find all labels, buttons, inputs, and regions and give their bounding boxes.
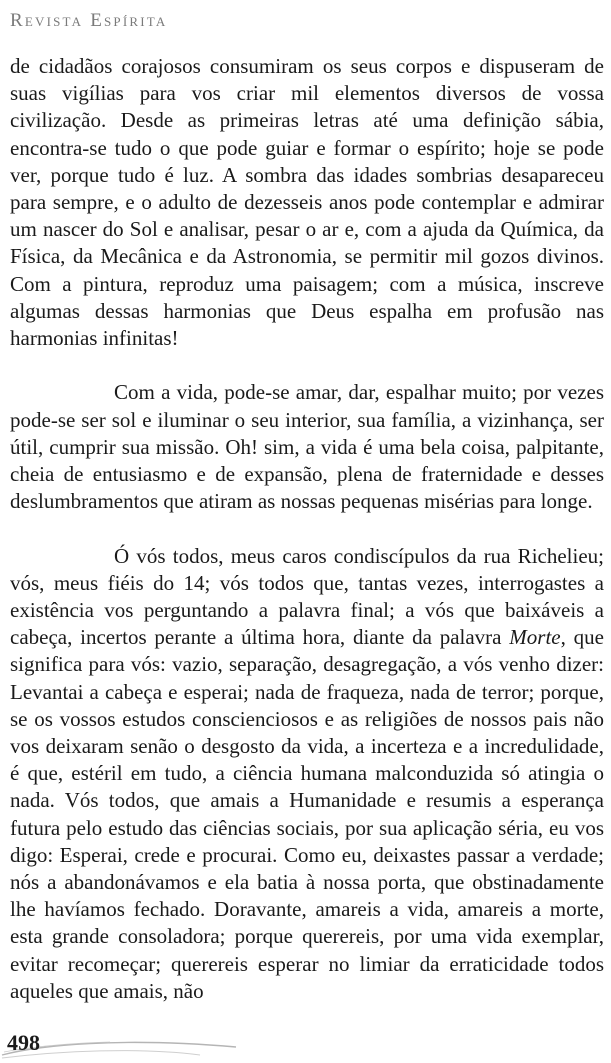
page-number: 498 <box>7 1030 40 1055</box>
paragraph-2-text: Com a vida, pode-se amar, dar, espalhar muito; por vezes pode-se ser sol e iluminar o seu interior, sua família, a vizinhança, ser útil, cumprir sua missão. Oh! sim, a vida é uma bela coisa, palpitante, cheia de entusiasmo e de expansão, plena de fraternidade e desses deslumbramentos que atiram as nossas pequenas misérias para longe. <box>10 380 604 514</box>
paragraph-1-text: de cidadãos corajosos consumiram os seus corpos e dispuseram de suas vigílias para vos criar mil elementos diversos de vossa civilização. Desde as primeiras letras até uma definição sábia, encontra-se tudo o que pode guiar e formar o espírito; hoje se pode ver, porque tudo é luz. A sombra das idades sombrias desapareceu para sempre, e o adulto de dezesseis anos pode contemplar e admirar um nascer do Sol e analisar, pesar o ar e, com a ajuda da Química, da Física, da Mecânica e da Astronomia, se permitir mil gozos divinos. Com a pintura, reproduz uma paisagem; com a música, inscreve algumas dessas harmonias que Deus espalha em profusão nas harmonias infinitas! <box>10 54 604 351</box>
paragraph-3 <box>10 543 604 1005</box>
paragraph-3-emphasis: Morte <box>509 625 561 650</box>
paragraph-3-text-end: , que significa para vós: vazio, separação, desagregação, a vós venho dizer: Levantai a cabeça e esperai; nada de fraqueza, nada de terror; porque, se os vossos estudos conscienciosos e as religiões de nossos pais não vos deixaram senão o desgosto da vida, a incerteza e a incredulidade, é que, estéril em tudo, a ciência humana malconduzida só atingia o nada. Vós todos, que amais a Humanidade e resumis a esperança futura pelo estudo das ciências sociais, por sua aplicação séria, eu vos digo: Esperai, crede e procurai. Como eu, deixastes passar a verdade; nós a abandonávamos e ela batia à nossa porta, que obstinadamente lhe havíamos fechado. Doravante, amareis a vida, amareis a morte, esta grande consoladora; porque querereis, por uma vida exemplar, evitar recomeçar; querereis esperar no limiar da erraticidade todos aqueles que amais, não <box>10 625 604 1003</box>
page-body <box>10 53 604 1032</box>
paragraph-3-text-start: Ó vós todos, meus caros condiscípulos da rua Richelieu; vós, meus fiéis do 14; vós todos que, tantas vezes, interrogastes a existência vos perguntando a palavra final; a vós que baixáveis a cabeça, incertos perante a última hora, diante da palavra <box>10 543 604 650</box>
running-header: Revista Espírita <box>10 10 168 31</box>
paragraph-2 <box>10 379 604 515</box>
page-footer <box>0 1025 611 1063</box>
paragraph-1 <box>10 53 604 352</box>
